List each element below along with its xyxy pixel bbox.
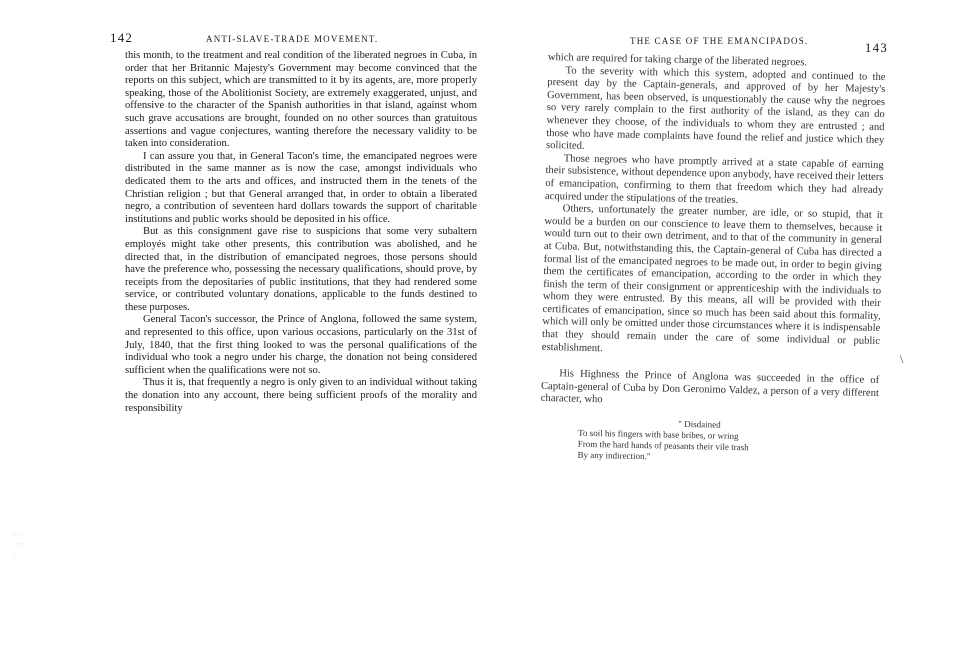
paragraph: Those negroes who have promptly arrived at a state capable of earning their subsistence, without dependence upon anybody, have received their letters of emancipation, confirming to them that freedom which they had already acquired under the stipulations of the treaties. (544, 153, 884, 206)
paragraph: Thus it is, that frequently a negro is only given to an individual without taking the donation into any account, there being sufficient proofs of the morality and responsibility (125, 377, 477, 414)
left-running-head (110, 0, 475, 45)
paragraph: To the severity with which this system, adopted and continued to the present day by the Captain-generals, and approved of by her Majesty's Government, has been observed, is unquestionably the cause why the negroes so very rarely complain to the first authority of the island, as they can do whenever they choose, of the individuals to whom they are entrusted ; and those who have made complaints have found the relief and justice which they solicited. (545, 64, 886, 152)
paragraph: Others, unfortunately the greater number, are idle, or so stupid, that it would be a burden on our conscience to leave them to themselves, because it would turn out to their own detriment, and to that of the community in general at Cuba. But, notwithstanding this, the Captain-general of Cuba has directed a formal list of the emancipated negroes to be made out, in order to begin giving them the certificates of emancipation, according to the order in which they finish the term of their consignment or apprenticeship with the individuals to whom they were entrusted. By this means, all will be provided with their certificates of emancipation, since so much has been said about this formality, which will only be omitted under those circumstances where it is indispensable that they should remain under the care of some individual or public establishment. (541, 203, 883, 354)
margin-marks: : : : : : : : (14, 532, 23, 558)
right-page (540, 0, 888, 462)
paragraph: General Tacon's successor, the Prince of Anglona, followed the same system, and represented to this office, upon various occasions, particularly on the 31st of July, 1840, that the first thing looked to was the personal qualifications of the individual who took a negro under his charge, the donation not being considered sufficient when the qualifications were not so. (125, 314, 477, 376)
left-page-number: 142 (110, 30, 134, 45)
left-running-title: ANTI-SLAVE-TRADE MOVEMENT. (206, 34, 379, 44)
verse-line: To soil his fingers with base bribes, or wring (577, 427, 739, 442)
verse-line: By any indirection." (577, 449, 651, 462)
paragraph: But as this consignment gave rise to suspicions that some very subaltern employés might take other presents, this contribution was abolished, and he directed that, in the distribution of emancipated negroes, those persons should have the preference who, possessing the necessary qualifications, should prove, by receipts from the depositaries of public institutions, that they had rendered some service, or contributed voluntary donations, applicable to the funds destined to these purposes. (125, 226, 477, 313)
paragraph: I can assure you that, in General Tacon's time, the emancipated negroes were distributed in the same manner as is now the case, amongst individuals who dedicated them to the arts and offices, and instructed them in the tenets of the Christian religion ; but that General arranged that, in order to obtain a liberated negro, a contribution of seventeen hard dollars towards the support of charitable institutions and public works should be deposited in his office. (125, 150, 477, 225)
left-page (110, 0, 477, 414)
stray-mark: \ (900, 352, 904, 366)
paragraph: which are required for taking charge of the liberated negroes. (547, 52, 808, 69)
right-page-number: 143 (864, 40, 888, 55)
paragraph: His Highness the Prince of Anglona was succeeded in the office of Captain-general of Cuba by Don Geronimo Valdez, a person of a very different character, who (540, 368, 880, 406)
verse-line: From the hard hands of peasants their vile trash (577, 438, 749, 453)
verse-line: " Disdained (678, 418, 721, 430)
paragraph: this month, to the treatment and real condition of the liberated negroes in Cuba, in order that her Britannic Majesty's Government may become convinced that the reports on this subject, which are transmitted to it by its agents, are, more properly speaking, those of the Abolitionist Society, are extremely exaggerated, unjust, and offensive to the character of the Spanish authorities in that island, against whom such grave accusations are brought, founded on no other sources than gratuitous assertions and vague conjectures, wanting therefore the necessary validity to be taken into consideration. (125, 50, 477, 150)
left-body-text (125, 50, 477, 415)
right-body-text (539, 52, 885, 467)
right-running-head (548, 0, 888, 55)
right-running-title: THE CASE OF THE EMANCIPADOS. (630, 36, 809, 46)
verse-quotation (577, 417, 878, 467)
